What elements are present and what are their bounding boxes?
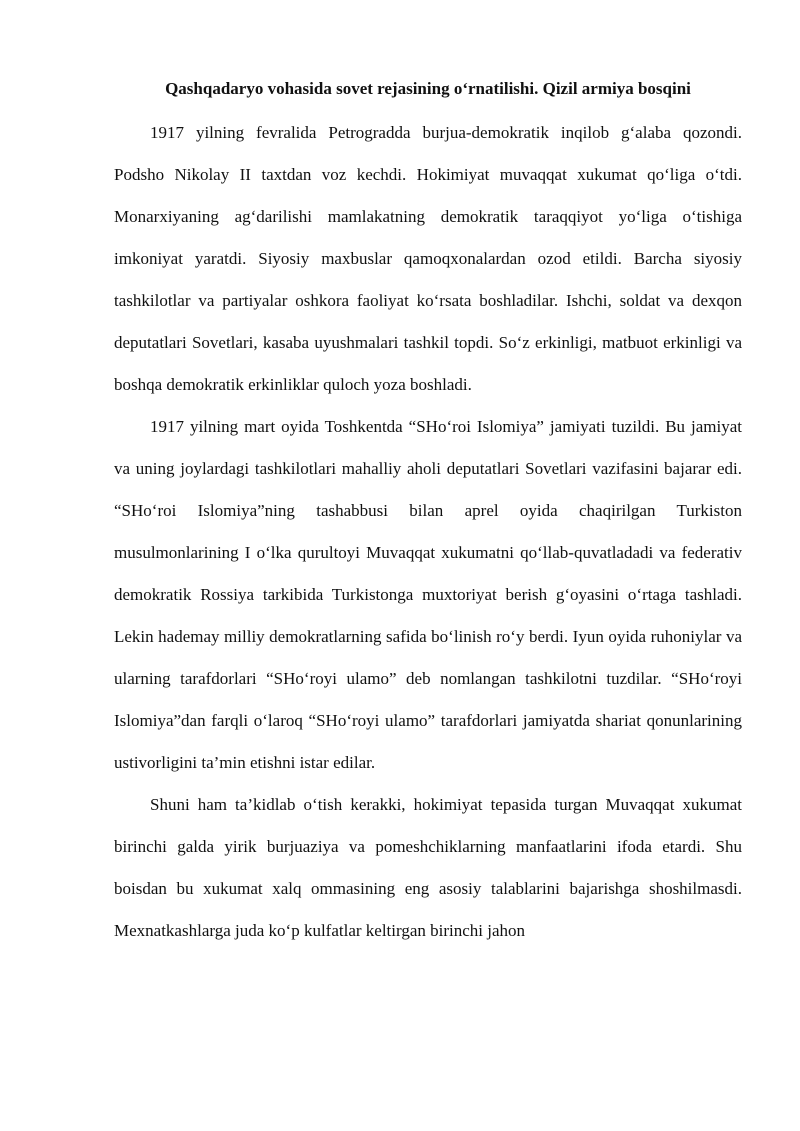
document-page <box>114 74 742 952</box>
document-title: Qashqadaryo vohasida sovet rejasining o‘rnatilishi. Qizil armiya bosqini <box>165 79 691 98</box>
paragraph-1: 1917 yilning fevralida Petrogradda burjua-demokratik inqilob g‘alaba qozondi. Podsho Nikolay II taxtdan voz kechdi. Hokimiyat muvaqqat xukumat qo‘liga o‘tdi. Monarxiyaning ag‘darilishi mamlakatning demokratik taraqqiyot yo‘liga o‘tishiga imkoniyat yaratdi. Siyosiy maxbuslar qamoqxonalardan ozod etildi. Barcha siyosiy tashkilotlar va partiyalar oshkora faoliyat ko‘rsata boshladilar. Ishchi, soldat va dexqon deputatlari Sovetlari, kasaba uyushmalari tashkil topdi. So‘z erkinligi, matbuot erkinligi va boshqa demokratik erkinliklar quloch yoza boshladi. <box>114 123 742 394</box>
paragraph-2: 1917 yilning mart oyida Toshkentda “SHo‘roi Islomiya” jamiyati tuzildi. Bu jamiyat va uning joylardagi tashkilotlari mahalliy aholi deputatlari Sovetlari vazifasini bajarar edi. “SHo‘roi Islomiya”ning tashabbusi bilan aprel oyida chaqirilgan Turkiston musulmonlarining I o‘lka qurultoyi Muvaqqat xukumatni qo‘llab-quvatladadi va federativ demokratik Rossiya tarkibida Turkistonga muxtoriyat berish g‘oyasini o‘rtaga tashladi. Lekin hademay milliy demokratlarning safida bo‘linish ro‘y berdi. Iyun oyida ruhoniylar va ularning tarafdorlari “SHo‘royi ulamo” deb nomlangan tashkilotni tuzdilar. “SHo‘royi Islomiya”dan farqli o‘laroq “SHo‘royi ulamo” tarafdorlari jamiyatda shariat qonunlarining ustivorligini ta’min etishni istar edilar. <box>114 417 742 772</box>
paragraph-3: Shuni ham ta’kidlab o‘tish kerakki, hokimiyat tepasida turgan Muvaqqat xukumat birinchi galda yirik burjuaziya va pomeshchiklarning manfaatlarini ifoda etardi. Shu boisdan bu xukumat xalq ommasining eng asosiy talablarini bajarishga shoshilmasdi. Mexnatkashlarga juda ko‘p kulfatlar keltirgan birinchi jahon <box>114 795 742 940</box>
